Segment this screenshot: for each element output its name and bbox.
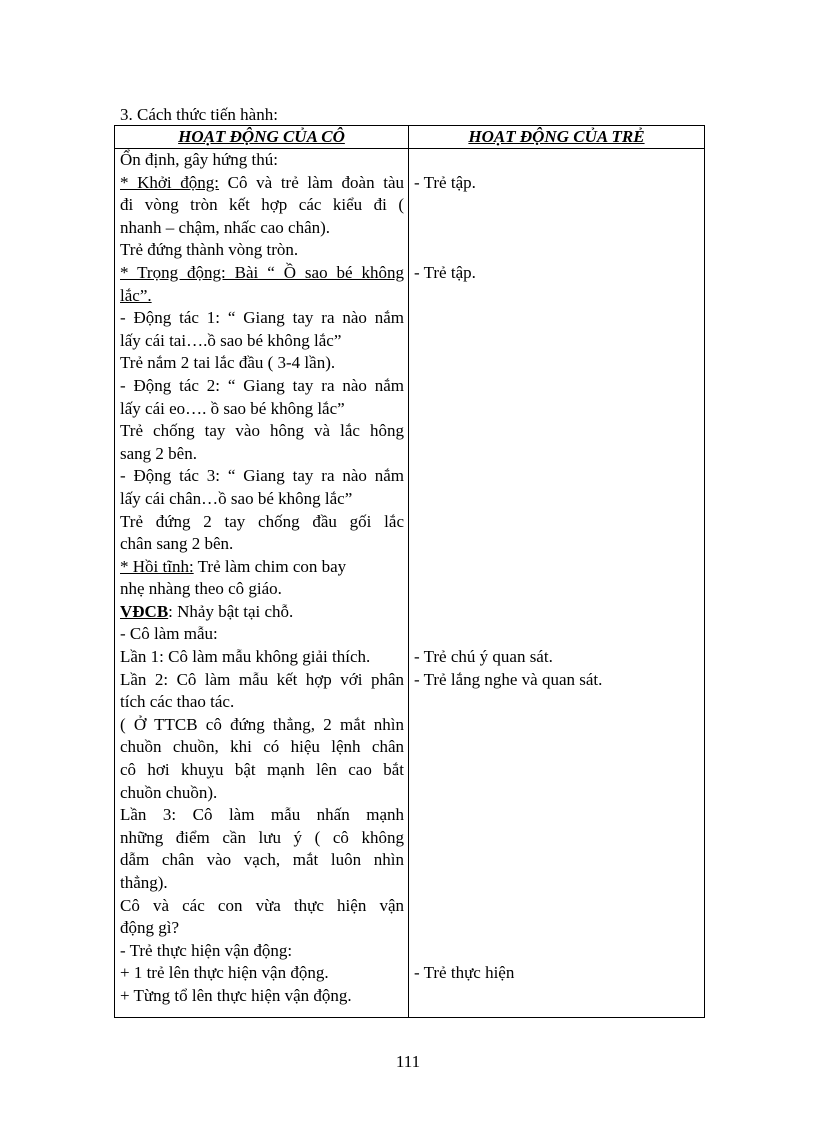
child-line [414, 601, 700, 624]
teacher-line: lấy cái tai….ồ sao bé không lắc” [120, 330, 342, 350]
teacher-line: lấy cái chân…ồ sao bé không lắc” [120, 488, 353, 508]
child-line: - Trẻ lắng nghe và quan sát. [414, 669, 603, 689]
teacher-line: - Động tác 2: “ Giang tay ra nào nắm [120, 375, 404, 395]
teacher-line: Cô và các con vừa thực hiện vận [120, 895, 404, 915]
teacher-line: - Trẻ thực hiện vận động: [120, 940, 293, 960]
child-line [414, 556, 700, 579]
basic-movement-text: : Nhảy bật tại chỗ. [168, 601, 294, 621]
teacher-line: + 1 trẻ lên thực hiện vận động. [120, 963, 329, 983]
child-line [414, 285, 700, 308]
teacher-line [120, 172, 404, 195]
teacher-line: Ổn định, gây hứng thú: [120, 150, 278, 169]
child-line [414, 578, 700, 601]
cooldown-text: Trẻ làm chim con bay [193, 556, 347, 576]
teacher-line: ( Ở TTCB cô đứng thẳng, 2 mắt nhìn [120, 714, 404, 734]
header-teacher-activity: HOẠT ĐỘNG CỦA CÔ [115, 126, 409, 149]
child-line [414, 330, 700, 353]
section-heading: 3. Cách thức tiến hành: [120, 105, 278, 124]
table-body-row [115, 149, 705, 1018]
child-line [414, 849, 700, 872]
child-line [414, 239, 700, 262]
child-line [414, 420, 700, 443]
teacher-line: lấy cái eo…. ồ sao bé không lắc” [120, 398, 345, 418]
page-number: 111 [395, 1052, 421, 1071]
child-line [414, 691, 700, 714]
teacher-line: - Động tác 1: “ Giang tay ra nào nắm [120, 308, 404, 328]
teacher-line: cô hơi khuỵu bật mạnh lên cao bắt [120, 760, 404, 780]
child-line [414, 895, 700, 918]
child-line: - Trẻ tập. [414, 262, 476, 282]
teacher-line: động gì? [120, 918, 180, 938]
child-line: - Trẻ tập. [414, 172, 476, 192]
child-line [414, 352, 700, 375]
header-child-activity: HOẠT ĐỘNG CỦA TRẺ [409, 126, 705, 149]
teacher-line: Lần 1: Cô làm mẫu không giải thích. [120, 647, 371, 667]
child-line [414, 736, 700, 759]
teacher-line: Trẻ đứng thành vòng tròn. [120, 240, 299, 260]
child-line [414, 804, 700, 827]
child-line [414, 623, 700, 646]
teacher-line [120, 556, 404, 579]
child-line [414, 917, 700, 940]
table-header-row [115, 126, 705, 149]
child-line [414, 827, 700, 850]
teacher-line [120, 601, 404, 624]
warmup-label: * Khởi động: [120, 172, 220, 192]
teacher-line: tích các thao tác. [120, 692, 235, 712]
child-line [414, 194, 700, 217]
main-exercise-end: lắc”. [120, 285, 152, 305]
teacher-line: Lần 2: Cô làm mẫu kết hợp với phân [120, 669, 404, 689]
cooldown-label: * Hồi tĩnh: [120, 556, 194, 576]
child-activity-cell [409, 149, 705, 1018]
activity-table [114, 125, 705, 1018]
teacher-line: nhẹ nhàng theo cô giáo. [120, 579, 282, 599]
teacher-line: Trẻ chống tay vào hông và lắc hông [120, 421, 404, 441]
child-line [414, 398, 700, 421]
child-line: - Trẻ thực hiện [414, 963, 515, 983]
teacher-line: Trẻ nắm 2 tai lắc đầu ( 3-4 lần). [120, 353, 336, 373]
teacher-line: sang 2 bên. [120, 443, 197, 463]
child-line [414, 533, 700, 556]
main-exercise-line: * Trọng động: Bài “ Ồ sao bé không [120, 262, 404, 282]
main-exercise-line [120, 285, 404, 308]
teacher-line: chuồn chuồn, khi có hiệu lệnh chân [120, 737, 404, 757]
child-line [414, 714, 700, 737]
teacher-line: chân sang 2 bên. [120, 534, 234, 554]
teacher-line: - Cô làm mẫu: [120, 624, 218, 644]
basic-movement-label: VĐCB [120, 601, 169, 621]
teacher-line: những điểm cần lưu ý ( cô không [120, 827, 404, 847]
child-line [414, 307, 700, 330]
child-line [414, 872, 700, 895]
child-line [414, 375, 700, 398]
child-line [414, 759, 700, 782]
child-line [414, 149, 700, 172]
child-line [414, 443, 700, 466]
teacher-line: nhanh – chậm, nhấc cao chân). [120, 217, 331, 237]
child-line [414, 488, 700, 511]
child-line [414, 217, 700, 240]
teacher-line: dẫm chân vào vạch, mắt luôn nhìn [120, 850, 404, 870]
child-line [414, 782, 700, 805]
teacher-line: + Từng tổ lên thực hiện vận động. [120, 985, 352, 1005]
child-line: - Trẻ chú ý quan sát. [414, 647, 553, 667]
child-line [414, 465, 700, 488]
teacher-line: Trẻ đứng 2 tay chống đầu gối lắc [120, 511, 404, 531]
child-line [414, 940, 700, 963]
teacher-line: - Động tác 3: “ Giang tay ra nào nắm [120, 466, 404, 486]
teacher-line: đi vòng tròn kết hợp các kiểu đi ( [120, 195, 404, 215]
warmup-text: Cô và trẻ làm đoàn tàu [219, 172, 405, 192]
child-line [414, 511, 700, 534]
teacher-activity-cell [115, 149, 409, 1018]
teacher-line: thẳng). [120, 873, 168, 892]
teacher-line: chuồn chuồn). [120, 782, 218, 802]
teacher-line: Lần 3: Cô làm mẫu nhấn mạnh [120, 805, 404, 825]
